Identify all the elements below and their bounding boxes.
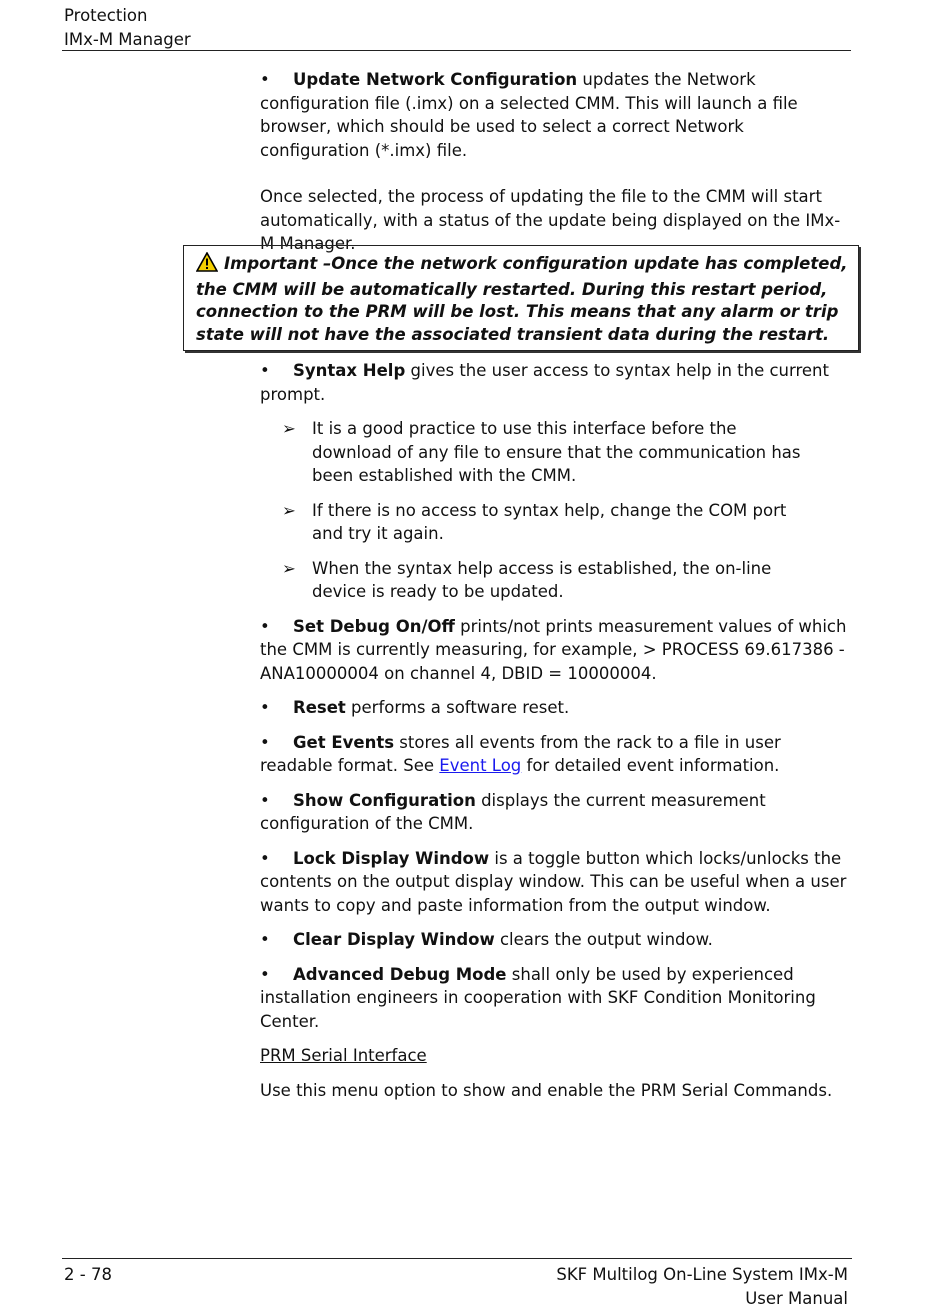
- page-number: 2 - 78: [64, 1265, 112, 1284]
- bullet-text-after: for detailed event information.: [521, 756, 780, 775]
- bullet-update-network: [260, 68, 850, 162]
- section-heading: PRM Serial Interface: [260, 1046, 427, 1065]
- bullet-text: is a toggle button which locks/unlocks the contents on the output display window. This can be useful when a user wants to copy and paste information from the output window.: [260, 848, 847, 915]
- warning-text: Important –Once the network configuration update has completed, the CMM will be automatically restarted. During this restart period, connection to the PRM will be lost. This means that any alarm or trip state will not have the associated transient data during the restart.: [196, 254, 848, 344]
- bullet-dot: •: [260, 70, 270, 89]
- bullet-term: Update Network Configuration: [293, 70, 578, 89]
- bullet-dot: •: [260, 930, 270, 949]
- bullet-set-debug: [260, 615, 850, 686]
- bullet-reset: [260, 696, 850, 720]
- bullet-dot: •: [260, 964, 270, 984]
- bullet-syntax-help: [260, 359, 850, 406]
- bullet-clear-display: [260, 928, 850, 952]
- bullet-dot: •: [260, 698, 270, 717]
- bullet-term: Advanced Debug Mode: [293, 964, 507, 984]
- bullet-term: Syntax Help: [293, 361, 406, 380]
- bullet-advanced-debug: [260, 963, 850, 1034]
- bullet-lock-display: [260, 847, 850, 918]
- sub-bullet: [260, 499, 812, 546]
- header-subsection: IMx-M Manager: [64, 30, 191, 49]
- arrow-icon: ➢: [282, 419, 296, 438]
- bullet-text: updates the Network configuration file (.imx) on a selected CMM. This will launch a file browser, which should be used to select a correct Network configuration (*.imx) file.: [260, 70, 798, 160]
- warning-triangle-icon: [196, 252, 218, 279]
- sub-bullet-text: When the syntax help access is established, the on-line device is ready to be updated.: [312, 558, 772, 601]
- header-rule: [62, 50, 851, 51]
- event-log-link[interactable]: Event Log: [439, 756, 522, 775]
- bullet-dot: •: [260, 790, 270, 810]
- page-header: [64, 4, 191, 52]
- bullet-show-configuration: [260, 789, 850, 836]
- bullet-text: performs a software reset.: [345, 698, 570, 717]
- sub-bullet-text: It is a good practice to use this interface before the download of any file to ensure that the communication has been established with the CMM.: [312, 419, 801, 485]
- arrow-icon: ➢: [282, 500, 296, 520]
- bullet-term: Clear Display Window: [293, 930, 495, 949]
- bullet-dot: •: [260, 616, 270, 636]
- warning-box: [183, 245, 859, 351]
- bullet-term: Get Events: [293, 732, 395, 752]
- arrow-icon: ➢: [282, 558, 296, 578]
- body-main: [260, 359, 850, 1102]
- footer-rule: [62, 1258, 852, 1259]
- bullet-dot: •: [260, 848, 270, 868]
- footer-doc-type: User Manual: [745, 1289, 848, 1308]
- bullet-dot: •: [260, 361, 270, 380]
- sub-bullet: [260, 557, 812, 604]
- bullet-text: displays the current measurement configuration of the CMM.: [260, 790, 766, 833]
- bullet-term: Set Debug On/Off: [293, 616, 455, 636]
- footer-product: SKF Multilog On-Line System IMx-M: [556, 1265, 848, 1284]
- sub-bullet-text: If there is no access to syntax help, change the COM port and try it again.: [312, 500, 787, 543]
- intro-paragraph: Once selected, the process of updating the file to the CMM will start automatically, with a status of the update being displayed on the IMx-M Manager.: [260, 187, 841, 253]
- section-paragraph: Use this menu option to show and enable the PRM Serial Commands.: [260, 1080, 833, 1100]
- bullet-term: Show Configuration: [293, 790, 476, 810]
- bullet-text: clears the output window.: [494, 930, 713, 949]
- bullet-text: prints/not prints measurement values of which the CMM is currently measuring, for example, > PROCESS 69.617386 - ANA10000004 on channel 4, DBID = 10000004.: [260, 616, 847, 683]
- bullet-text: shall only be used by experienced installation engineers in cooperation with SKF Condition Monitoring Center.: [260, 964, 816, 1031]
- bullet-term: Reset: [293, 698, 346, 717]
- bullet-text: gives the user access to syntax help in the current prompt.: [260, 361, 829, 404]
- sub-bullet: [260, 417, 812, 488]
- body-top: [260, 68, 850, 256]
- bullet-term: Lock Display Window: [293, 848, 490, 868]
- header-section: Protection: [64, 6, 148, 25]
- footer-title: [556, 1263, 848, 1311]
- bullet-dot: •: [260, 732, 270, 752]
- bullet-get-events: [260, 731, 850, 778]
- bullet-text: stores all events from the rack to a file in user readable format. See: [260, 732, 781, 775]
